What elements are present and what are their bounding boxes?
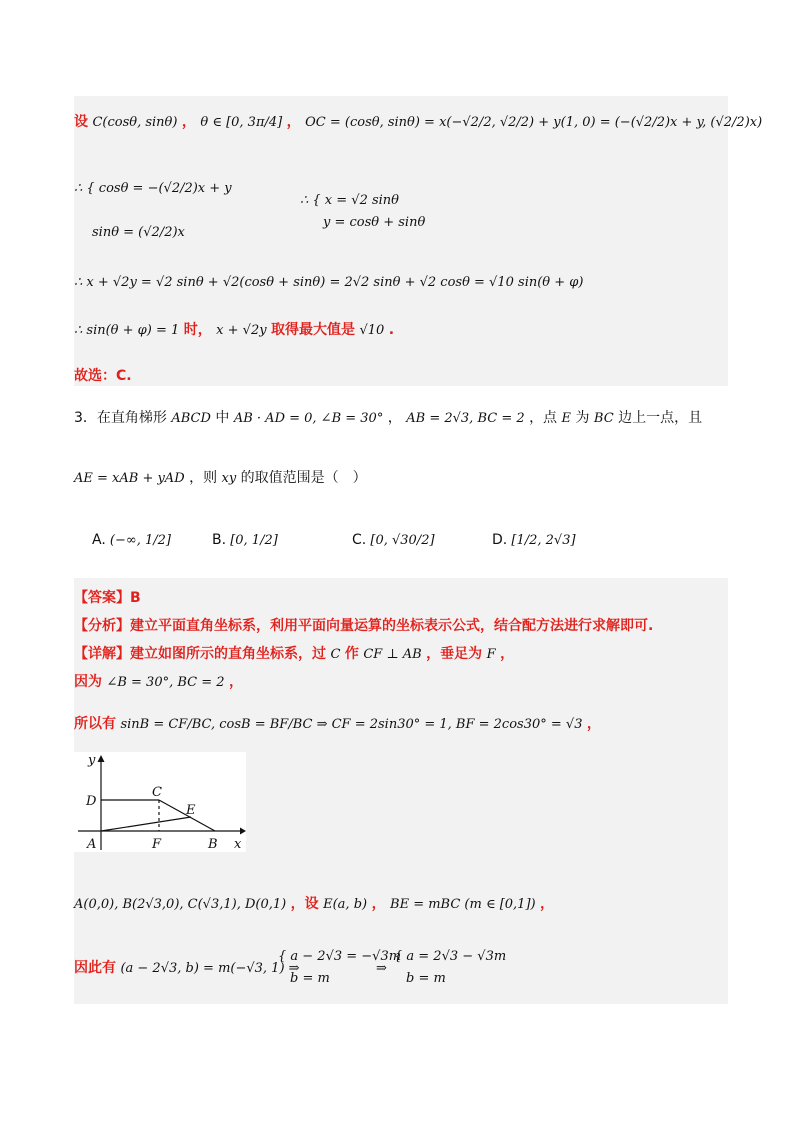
so-line	[74, 714, 601, 735]
point-f: F	[486, 647, 496, 662]
so-text: 所以有	[74, 716, 116, 732]
vector-oc-expr: OC = (cosθ, sinθ) = x(−√2/2, √2/2) + y(1, 0) = (−(√2/2)x + y, (√2/2)x)	[305, 115, 763, 130]
sum-expression: ∴ x + √2y = √2 sinθ + √2(cosθ + sinθ) = 2√2 sinθ + √2 cosθ = √10 sin(θ + φ)	[74, 275, 584, 290]
analysis-tag: 【分析】	[74, 618, 130, 634]
option-b[interactable]	[212, 532, 278, 548]
analysis-line	[74, 616, 653, 636]
system2-line-b	[323, 212, 425, 233]
text-zhong: 中	[215, 410, 230, 426]
label-f: F	[152, 837, 162, 852]
max-value: √10	[359, 323, 385, 338]
option-c[interactable]	[352, 532, 435, 548]
because-expr: ∠B = 30°, BC = 2	[106, 675, 225, 690]
coords-line	[74, 894, 554, 915]
label-c: C	[152, 785, 162, 800]
hence-system2-row1	[394, 946, 506, 967]
system4-row2: b = m	[406, 971, 446, 986]
answer-line	[74, 588, 141, 608]
option-letter: B.	[212, 532, 227, 548]
solution-line-4	[74, 320, 394, 341]
label-a: A	[87, 837, 97, 852]
condition-1: AB · AD = 0, ∠B = 30°	[233, 411, 384, 426]
comma: ，	[229, 674, 243, 690]
system2-line-a	[300, 190, 399, 211]
x-axis-arrow-icon	[240, 828, 246, 835]
detail-text-2: 作	[344, 646, 359, 662]
text-range-question: 的取值范围是（ ）	[240, 470, 367, 486]
problem-line-2	[74, 468, 367, 489]
detail-text-4: ，	[500, 646, 515, 662]
solution-answer-line	[74, 366, 132, 386]
product-xy: xy	[221, 471, 237, 486]
option-value: [1/2, 2√3]	[511, 533, 576, 548]
system2-row2: y = cosθ + sinθ	[323, 215, 426, 230]
choice-answer: 故选：C.	[74, 368, 132, 384]
hence-line	[74, 958, 300, 979]
option-letter: C.	[352, 532, 367, 548]
point-e: E	[561, 411, 572, 426]
point-e-expr: E(a, b)	[323, 897, 368, 912]
point-c-expr: C(cosθ, sinθ)	[92, 115, 178, 130]
option-value: (−∞, 1/2]	[109, 533, 171, 548]
option-d[interactable]	[492, 532, 576, 548]
figure-svg	[74, 752, 246, 852]
option-value: [0, √30/2]	[370, 533, 435, 548]
system1-row2: sinθ = (√2/2)x	[92, 225, 185, 240]
text-then: ，则	[189, 470, 218, 486]
option-value: [0, 1/2]	[230, 533, 278, 548]
hence-system1-row2	[290, 968, 330, 989]
problem-line-1	[74, 408, 702, 429]
because-line	[74, 672, 243, 693]
theta-range: θ ∈ [0, 3π/4]	[200, 115, 283, 130]
coords-expr: A(0,0), B(2√3,0), C(√3,1), D(0,1)	[74, 897, 287, 912]
label-y: y	[88, 753, 96, 768]
set-text: ，设	[290, 896, 319, 912]
solution-line-3	[74, 272, 583, 293]
detail-text-3: ，垂足为	[426, 646, 483, 662]
comma: ，	[540, 896, 555, 912]
when-text: 时，	[183, 322, 212, 338]
system4-row1: { a = 2√3 − √3m	[394, 949, 507, 964]
hence-expr: (a − 2√3, b) = m(−√3, 1) ⇒	[120, 961, 300, 976]
problem-number: 3．在直角梯形	[74, 410, 167, 426]
option-a[interactable]	[92, 532, 171, 548]
answer-tag: 【答案】	[74, 590, 130, 606]
label-d: D	[86, 794, 97, 809]
because-text: 因为	[74, 674, 102, 690]
text-point: ，点	[529, 410, 558, 426]
analysis-text: 建立平面直角坐标系，利用平面向量运算的坐标表示公式，结合配方法进行求解即可.	[130, 618, 654, 634]
segment-bc: BC	[593, 411, 614, 426]
sin-condition: ∴ sin(θ + φ) = 1	[74, 323, 180, 338]
system-line-b	[92, 222, 185, 243]
trapezoid-name: ABCD	[171, 411, 211, 426]
segment-ae	[101, 817, 191, 831]
implies-arrow: ⇒	[376, 961, 387, 976]
hence-system2-row2	[406, 968, 446, 989]
detail-tag: 【详解】	[74, 646, 130, 662]
detail-line	[74, 644, 514, 665]
label-x: x	[234, 837, 242, 852]
perpendicular-expr: CF ⊥ AB	[363, 647, 422, 662]
condition-2: AB = 2√3, BC = 2	[406, 411, 525, 426]
target-expr: x + √2y	[216, 323, 267, 338]
detail-text-1: 建立如图所示的直角坐标系，过	[130, 646, 326, 662]
option-letter: A.	[92, 532, 106, 548]
label-b: B	[208, 837, 218, 852]
text-wei: 为	[575, 410, 590, 426]
vector-equation: AE = xAB + yAD	[74, 471, 185, 486]
trig-expr: sinB = CF/BC, cosB = BF/BC ⇒ CF = 2sin30° = 1, BF = 2cos30° = √3	[120, 717, 583, 732]
comma: ，	[586, 716, 601, 732]
solution-line-1	[74, 112, 762, 133]
separator: ，	[181, 114, 196, 130]
point-c: C	[330, 647, 341, 662]
y-axis-arrow-icon	[98, 755, 105, 762]
max-text: 取得最大值是	[271, 322, 356, 338]
system3-row2: b = m	[290, 971, 330, 986]
comma: ，	[387, 410, 402, 426]
vector-be-expr: BE = mBC (m ∈ [0,1])	[390, 897, 536, 912]
hence-text: 因此有	[74, 960, 116, 976]
system1-row1: ∴ { cosθ = −(√2/2)x + y	[74, 181, 232, 196]
system2-row1: ∴ { x = √2 sinθ	[300, 193, 400, 208]
system-line-a	[74, 178, 232, 199]
period: .	[388, 322, 395, 338]
comma: ，	[371, 896, 386, 912]
hence-arrow-wrap	[376, 958, 387, 979]
system3-row1: { a − 2√3 = −√3m	[278, 949, 402, 964]
set-text: 设	[74, 114, 88, 130]
coordinate-figure	[74, 752, 246, 852]
option-letter: D.	[492, 532, 508, 548]
separator: ，	[286, 114, 301, 130]
text-edge: 边上一点，且	[618, 410, 703, 426]
answer-value: B	[130, 590, 141, 606]
label-e: E	[186, 803, 196, 818]
